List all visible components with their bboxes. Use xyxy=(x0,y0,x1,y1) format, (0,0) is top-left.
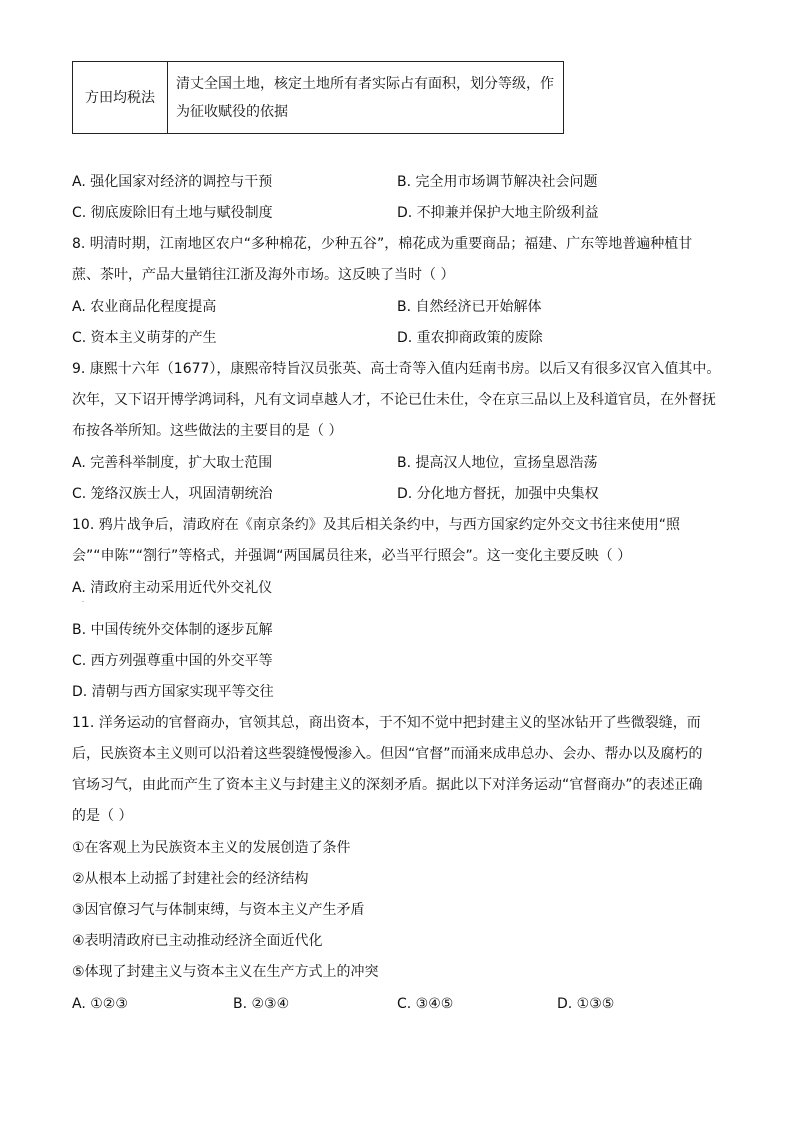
q11-stem-line-3: 官场习气，由此而产生了资本主义与封建主义的深刻矛盾。据此以下对洋务运动“官督商办”的表述正确 xyxy=(72,777,703,793)
q8-option-a[interactable]: A. 农业商品化程度提高 xyxy=(72,299,217,315)
q10-stem-line-1: 10. 鸦片战争后，清政府在《南京条约》及其后相关条约中，与西方国家约定外交文书往来使用“照 xyxy=(72,517,680,533)
q11-stem-line-1: 11. 洋务运动的官督商办，官领其总，商出资本，于不知不觉中把封建主义的坚冰钻开了些微裂缝，而 xyxy=(72,715,701,731)
q7-option-d[interactable]: D. 不抑兼并保护大地主阶级利益 xyxy=(397,205,599,221)
q10-option-a[interactable]: A. 清政府主动采用近代外交礼仪 xyxy=(72,580,273,596)
policy-desc-line-2: 为征收赋役的依据 xyxy=(176,103,288,120)
q10-option-d[interactable]: D. 清朝与西方国家实现平等交往 xyxy=(72,684,274,700)
q9-option-b[interactable]: B. 提高汉人地位，宣扬皇恩浩荡 xyxy=(397,455,598,471)
q8-option-b[interactable]: B. 自然经济已开始解体 xyxy=(397,299,542,315)
q9-option-d[interactable]: D. 分化地方督抚，加强中央集权 xyxy=(397,486,599,502)
q11-stem-line-2: 后，民族资本主义则可以沿着这些裂缝慢慢渗入。但因“官督”而涌来成串总办、会办、帮办以及腐朽的 xyxy=(72,746,703,762)
q11-item-5: ⑤体现了封建主义与资本主义在生产方式上的冲突 xyxy=(72,964,379,980)
q11-option-b[interactable]: B. ②③④ xyxy=(233,996,290,1012)
q7-option-b[interactable]: B. 完全用市场调节解决社会问题 xyxy=(397,174,598,190)
q8-option-c[interactable]: C. 资本主义萌芽的产生 xyxy=(72,330,217,346)
q11-option-c[interactable]: C. ③④⑤ xyxy=(397,996,454,1012)
q9-stem-line-2: 次年，又下诏开博学鸿词科，凡有文词卓越人才，不论已仕未仕，令在京三品以上及科道官员，在外督抚 xyxy=(72,392,716,408)
policy-table xyxy=(72,61,564,134)
q11-option-a[interactable]: A. ①②③ xyxy=(72,996,128,1012)
q11-item-3: ③因官僚习气与体制束缚，与资本主义产生矛盾 xyxy=(72,902,365,918)
q11-item-4: ④表明清政府已主动推动经济全面近代化 xyxy=(72,933,323,949)
q8-stem-line-2: 蔗、茶叶，产品大量销往江浙及海外市场。这反映了当时（ ） xyxy=(72,267,455,283)
table-row xyxy=(73,62,564,134)
policy-desc-line-1: 清丈全国土地，核定土地所有者实际占有面积，划分等级，作 xyxy=(176,75,554,92)
q10-option-c[interactable]: C. 西方列强尊重中国的外交平等 xyxy=(72,653,273,669)
q9-option-c[interactable]: C. 笼络汉族士人，巩固清朝统治 xyxy=(72,486,273,502)
q8-stem-line-1: 8. 明清时期，江南地区农户“多种棉花，少种五谷”，棉花成为重要商品；福建、广东等地普遍种植甘 xyxy=(72,236,693,252)
q10-stem-line-2: 会”“申陈”“劄行”等格式，并强调“两国属员往来，必当平行照会”。这一变化主要反映（ ） xyxy=(72,548,632,564)
policy-desc-cell xyxy=(168,62,564,134)
q11-item-2: ②从根本上动摇了封建社会的经济结构 xyxy=(72,871,309,887)
q9-stem-line-3: 布按各举所知。这些做法的主要目的是（ ） xyxy=(72,423,343,439)
q9-stem-line-1: 9. 康熙十六年（1677），康熙帝特旨汉员张英、高士奇等入值内廷南书房。以后又有很多汉官入值其中。 xyxy=(72,361,721,377)
q11-stem-line-4: 的是（ ） xyxy=(72,808,133,824)
q7-option-c[interactable]: C. 彻底废除旧有土地与赋役制度 xyxy=(72,205,273,221)
q7-option-a[interactable]: A. 强化国家对经济的调控与干预 xyxy=(72,174,273,190)
q9-option-a[interactable]: A. 完善科举制度，扩大取士范围 xyxy=(72,455,273,471)
q8-option-d[interactable]: D. 重农抑商政策的废除 xyxy=(397,330,543,346)
q11-option-d[interactable]: D. ①③⑤ xyxy=(557,996,615,1012)
q10-option-b[interactable]: B. 中国传统外交体制的逐步瓦解 xyxy=(72,622,273,638)
policy-name-cell: 方田均税法 xyxy=(73,62,168,134)
q11-item-1: ①在客观上为民族资本主义的发展创造了条件 xyxy=(72,840,351,856)
stray-dot: · xyxy=(82,599,84,606)
